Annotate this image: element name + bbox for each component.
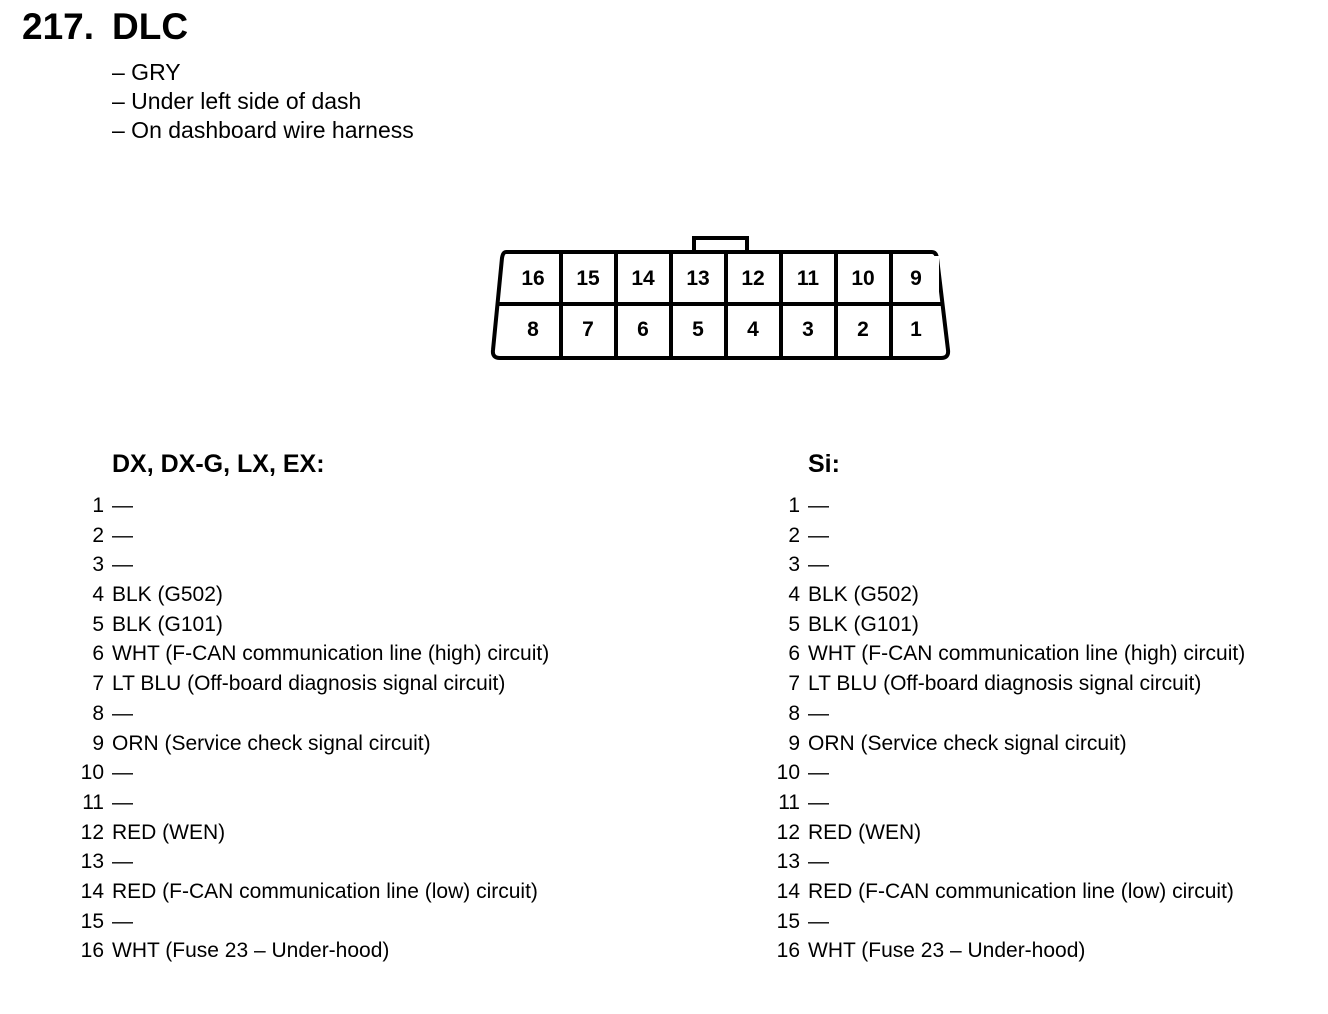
pin-description: —	[112, 790, 133, 814]
pin-description: RED (WEN)	[808, 820, 922, 844]
pin-row	[764, 639, 1245, 669]
pin-row	[764, 788, 1245, 818]
pin-number: 14	[776, 879, 800, 903]
pin-number: 8	[788, 701, 800, 725]
cavity-pin-label: 14	[631, 267, 655, 290]
pin-description: LT BLU (Off-board diagnosis signal circuit)	[808, 672, 1202, 696]
table-title: DX, DX-G, LX, EX:	[112, 450, 325, 478]
pin-number: 3	[788, 553, 800, 577]
table-rows	[68, 491, 549, 966]
pin-number: 4	[92, 583, 104, 607]
connector-lock-tab	[694, 238, 747, 252]
detail-location: – Under left side of dash	[112, 88, 362, 114]
pin-description: —	[808, 761, 829, 785]
pin-row	[68, 639, 549, 669]
pin-number: 1	[788, 494, 800, 517]
pin-number: 10	[776, 761, 800, 785]
cavity-pin-label: 13	[686, 267, 710, 290]
cavity-pin-label: 6	[637, 318, 649, 341]
pin-description: —	[808, 523, 829, 547]
pin-row	[68, 907, 549, 937]
pin-description: —	[112, 553, 133, 577]
pin-row	[764, 610, 1245, 640]
pin-number: 1	[92, 494, 104, 517]
cavity-pin-label: 15	[576, 267, 600, 290]
pin-description: —	[808, 909, 829, 933]
pin-row	[764, 907, 1245, 937]
pin-number: 11	[778, 790, 800, 814]
pin-description: —	[112, 523, 133, 547]
pin-row	[764, 521, 1245, 551]
pin-number: 7	[92, 672, 104, 696]
pin-row	[764, 847, 1245, 877]
pin-description: WHT (F-CAN communication line (high) circuit)	[808, 642, 1246, 666]
pin-row	[68, 580, 549, 610]
connector-pinout-diagram	[488, 232, 954, 364]
pin-row	[68, 729, 549, 759]
cavity-pin-label: 7	[582, 318, 594, 341]
pin-number: 6	[92, 642, 104, 666]
pin-number: 9	[92, 731, 104, 755]
pin-row	[68, 847, 549, 877]
pin-number: 6	[788, 642, 800, 666]
pin-row	[764, 699, 1245, 729]
pin-row	[68, 758, 549, 788]
pin-row	[68, 788, 549, 818]
pin-description: RED (WEN)	[112, 820, 226, 844]
pin-description: —	[808, 790, 829, 814]
pin-number: 11	[82, 790, 104, 814]
pin-row	[764, 580, 1245, 610]
cavity-pin-label: 2	[857, 318, 869, 341]
page-title	[22, 4, 188, 50]
pin-number: 15	[80, 909, 104, 933]
pin-row	[764, 729, 1245, 759]
pin-description: —	[808, 553, 829, 577]
pin-row	[68, 818, 549, 848]
pin-row	[764, 550, 1245, 580]
pin-description: LT BLU (Off-board diagnosis signal circuit)	[112, 672, 506, 696]
pin-number: 8	[92, 701, 104, 725]
pin-number: 5	[92, 612, 104, 636]
pin-number: 15	[776, 909, 800, 933]
pin-row	[68, 491, 549, 521]
pin-row	[68, 936, 549, 966]
pin-number: 2	[92, 523, 104, 547]
table-rows	[764, 491, 1245, 966]
cavity-pin-label: 11	[796, 267, 820, 290]
pin-row	[764, 877, 1245, 907]
pin-row	[68, 550, 549, 580]
pin-description: BLK (G502)	[112, 583, 223, 607]
pin-row	[764, 818, 1245, 848]
cavity-pin-label: 12	[741, 267, 765, 290]
pin-description: WHT (Fuse 23 – Under-hood)	[808, 939, 1086, 963]
pin-row	[68, 521, 549, 551]
pin-description: ORN (Service check signal circuit)	[112, 731, 431, 755]
table-title: Si:	[808, 450, 840, 478]
cavity-pin-label: 10	[851, 267, 875, 290]
pin-number: 13	[776, 850, 800, 874]
pin-number: 3	[92, 553, 104, 577]
pin-number: 12	[80, 820, 104, 844]
pin-description: —	[112, 761, 133, 785]
cavity-pin-label: 9	[910, 267, 922, 290]
pin-number: 2	[788, 523, 800, 547]
pin-number: 13	[80, 850, 104, 874]
cavity-pin-label: 8	[527, 318, 539, 341]
pin-description: WHT (F-CAN communication line (high) circuit)	[112, 642, 550, 666]
detail-color: – GRY	[112, 59, 181, 85]
pin-row	[764, 758, 1245, 788]
pin-number: 9	[788, 731, 800, 755]
pin-number: 16	[80, 939, 104, 963]
pin-number: 14	[80, 879, 104, 903]
pin-number: 12	[776, 820, 800, 844]
pin-description: ORN (Service check signal circuit)	[808, 731, 1127, 755]
pin-number: 4	[788, 583, 800, 607]
pin-description: BLK (G101)	[112, 612, 223, 636]
pin-description: RED (F-CAN communication line (low) circuit)	[808, 879, 1234, 903]
pin-description: —	[112, 850, 133, 874]
pin-description: —	[808, 850, 829, 874]
pin-row	[68, 877, 549, 907]
pin-description: —	[808, 701, 829, 725]
detail-harness: – On dashboard wire harness	[112, 117, 414, 143]
pin-description: —	[112, 909, 133, 933]
pin-description: WHT (Fuse 23 – Under-hood)	[112, 939, 390, 963]
cavity-pin-label: 16	[521, 267, 545, 290]
pin-row	[68, 699, 549, 729]
pin-description: —	[112, 701, 133, 725]
connector-details	[112, 58, 414, 145]
pin-description: —	[112, 494, 133, 517]
connector-number: 217.	[22, 6, 95, 47]
pin-row	[764, 936, 1245, 966]
cavity-pin-label: 3	[802, 318, 814, 341]
connector-name: DLC	[112, 6, 189, 47]
pin-description: BLK (G101)	[808, 612, 919, 636]
cavity-pin-label: 1	[910, 318, 922, 341]
pin-description: RED (F-CAN communication line (low) circuit)	[112, 879, 538, 903]
pin-row	[764, 669, 1245, 699]
pin-description: —	[808, 494, 829, 517]
pin-number: 7	[788, 672, 800, 696]
cavity-pin-label: 5	[692, 318, 704, 341]
pin-row	[68, 669, 549, 699]
pin-row	[764, 491, 1245, 521]
pin-description: BLK (G502)	[808, 583, 919, 607]
pin-number: 5	[788, 612, 800, 636]
pin-number: 10	[80, 761, 104, 785]
pin-number: 16	[776, 939, 800, 963]
cavity-pin-label: 4	[747, 318, 759, 341]
pin-row	[68, 610, 549, 640]
